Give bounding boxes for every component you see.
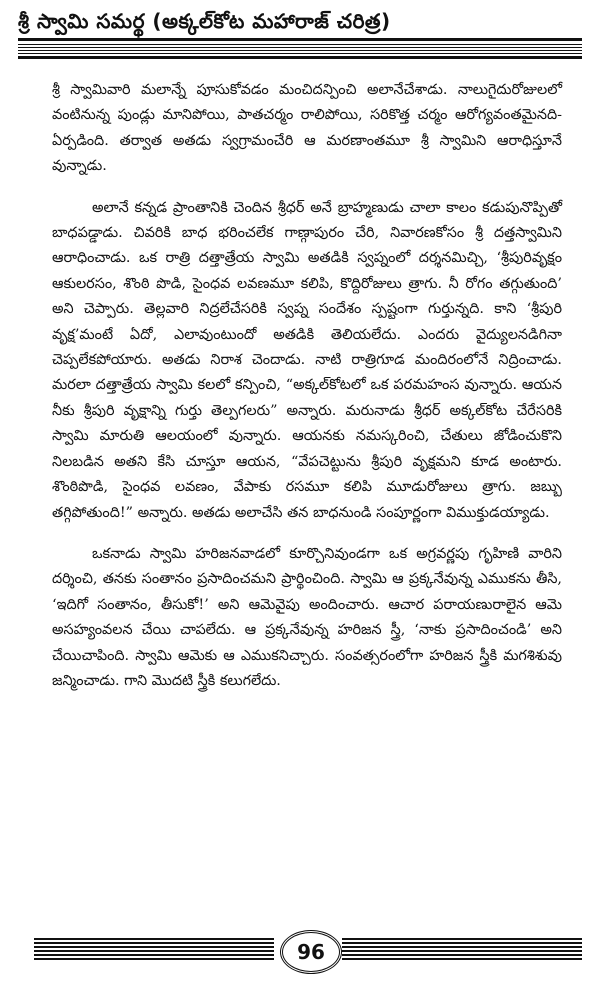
footer-rule [342, 946, 582, 948]
footer-rule [342, 950, 582, 952]
footer-rule [34, 958, 274, 960]
header-rule [18, 44, 582, 45]
footer-rule [34, 954, 274, 956]
header-rule [18, 38, 582, 41]
footer-rule [34, 938, 274, 940]
footer-rule-lines-left [34, 938, 274, 962]
page-footer [34, 930, 582, 970]
footer-rule-lines-right [342, 938, 582, 962]
footer-rule [34, 942, 274, 944]
footer-rule [342, 938, 582, 940]
header-rule [18, 53, 582, 54]
paragraph: శ్రీ స్వామివారి మలాన్నే పూసుకోవడం మంచిదన్పించి అలానేచేశాడు. నాలుగైదురోజులలో వంటినున్న పుండ్లు మానిపోయి, పాతచర్మం రాలిపోయి, సరికొత్త చర్మం ఆరోగ్యవంతమైనది-ఏర్పడింది. తర్వాత అతడు స్వగ్రామంచేరి ఆ మరణాంతమూ శ్రీ స్వామిని ఆరాధిస్తూనే వున్నాడు. [52, 82, 562, 175]
header-rule [18, 56, 582, 59]
body-text [52, 78, 562, 710]
page-number: 96 [280, 930, 342, 974]
paragraph: అలానే కన్నడ ప్రాంతానికి చెందిన శ్రీధర్ అనే బ్రాహ్మణుడు చాలా కాలం కడుపునొప్పితో బాధపడ్డాడు. చివరికి బాధ భరించలేక గాణ్గాపురం చేరి, నివారణకోసం శ్రీ దత్తస్వామిని ఆరాధించాడు. ఒక రాత్రి దత్తాత్రేయ స్వామి అతడికి స్వప్నంలో దర్శనమిచ్చి, ‘శ్రీపురివృక్షం ఆకులరసం, శొంఠి పొడి, సైంధవ లవణమూ కలిపి, కొద్దిరోజులు త్రాగు. నీ రోగం తగ్గుతుంది’ అని చెప్పారు. తెల్లవారి నిద్రలేచేసరికి స్వప్న సందేశం స్పష్టంగా గుర్తున్నది. కాని ‘శ్రీపురి వృక్ష’మంటే ఏదో, ఎలావుంటుందో అతడికి తెలియలేదు. ఎందరు వైద్యులనడిగినా చెప్పలేకపోయారు. అతడు నిరాశ చెందాడు. నాటి రాత్రిగూడ మందిరంలోనే నిద్రించాడు. మరలా దత్తాత్రేయ స్వామి కలలో కన్పించి, “అక్కల్‌కోటలో ఒక పరమహంస వున్నారు. ఆయన నీకు శ్రీపురి వృక్షాన్ని గుర్తు తెల్పగలరు” అన్నారు. మరునాడు శ్రీధర్ అక్కల్‌కోట చేరేసరికి స్వామి మారుతి ఆలయంలో వున్నారు. ఆయనకు నమస్కరించి, చేతులు జోడించుకొని నిలబడిన అతని కేసి చూస్తూ ఆయన, “వేపచెట్టును శ్రీపురి వృక్షమని కూడ అంటారు. శొంఠిపొడి, సైంధవ లవణం, వేపాకు రసమూ కలిపి మూడురోజులు త్రాగు. జబ్బు తగ్గిపోతుంది!” అన్నారు. అతడు అలాచేసి తన బాధనుండి సంపూర్ణంగా విముక్తుడయ్యాడు. [52, 199, 562, 521]
footer-rule [342, 954, 582, 956]
footer-rule [34, 950, 274, 952]
footer-rule [342, 942, 582, 944]
footer-rule [34, 946, 274, 948]
header-rule [18, 50, 582, 51]
paragraph: ఒకనాడు స్వామి హరిజనవాడలో కూర్చొనివుండగా ఒక అగ్రవర్ణపు గృహిణి వారిని దర్శించి, తనకు సంతానం ప్రసాదించమని ప్రార్థించింది. స్వామి ఆ ప్రక్కనేవున్న ఎముకను తీసి, ‘ఇదిగో సంతానం, తీసుకో!’ అని ఆమెవైపు అందించారు. ఆచార పరాయణురాలైన ఆమె అసహ్యంవలన చేయి చాపలేదు. ఆ ప్రక్కనేవున్న హరిజన స్త్రీ, ‘నాకు ప్రసాదించండి’ అని చేయిచాపింది. స్వామి ఆమెకు ఆ ఎముకనిచ్చారు. సంవత్సరంలోగా హరిజన స్త్రీకి మగశిశువు జన్మించాడు. గాని మొదటి స్త్రీకి కలుగలేదు. [52, 545, 562, 689]
header-rule [18, 47, 582, 48]
footer-rule [342, 958, 582, 960]
running-title: శ్రీ స్వామి సమర్థ (అక్కల్‌కోట మహారాజ్ చరిత్ర) [18, 9, 391, 33]
header-rule-lines [18, 38, 582, 60]
page-header [18, 8, 582, 66]
